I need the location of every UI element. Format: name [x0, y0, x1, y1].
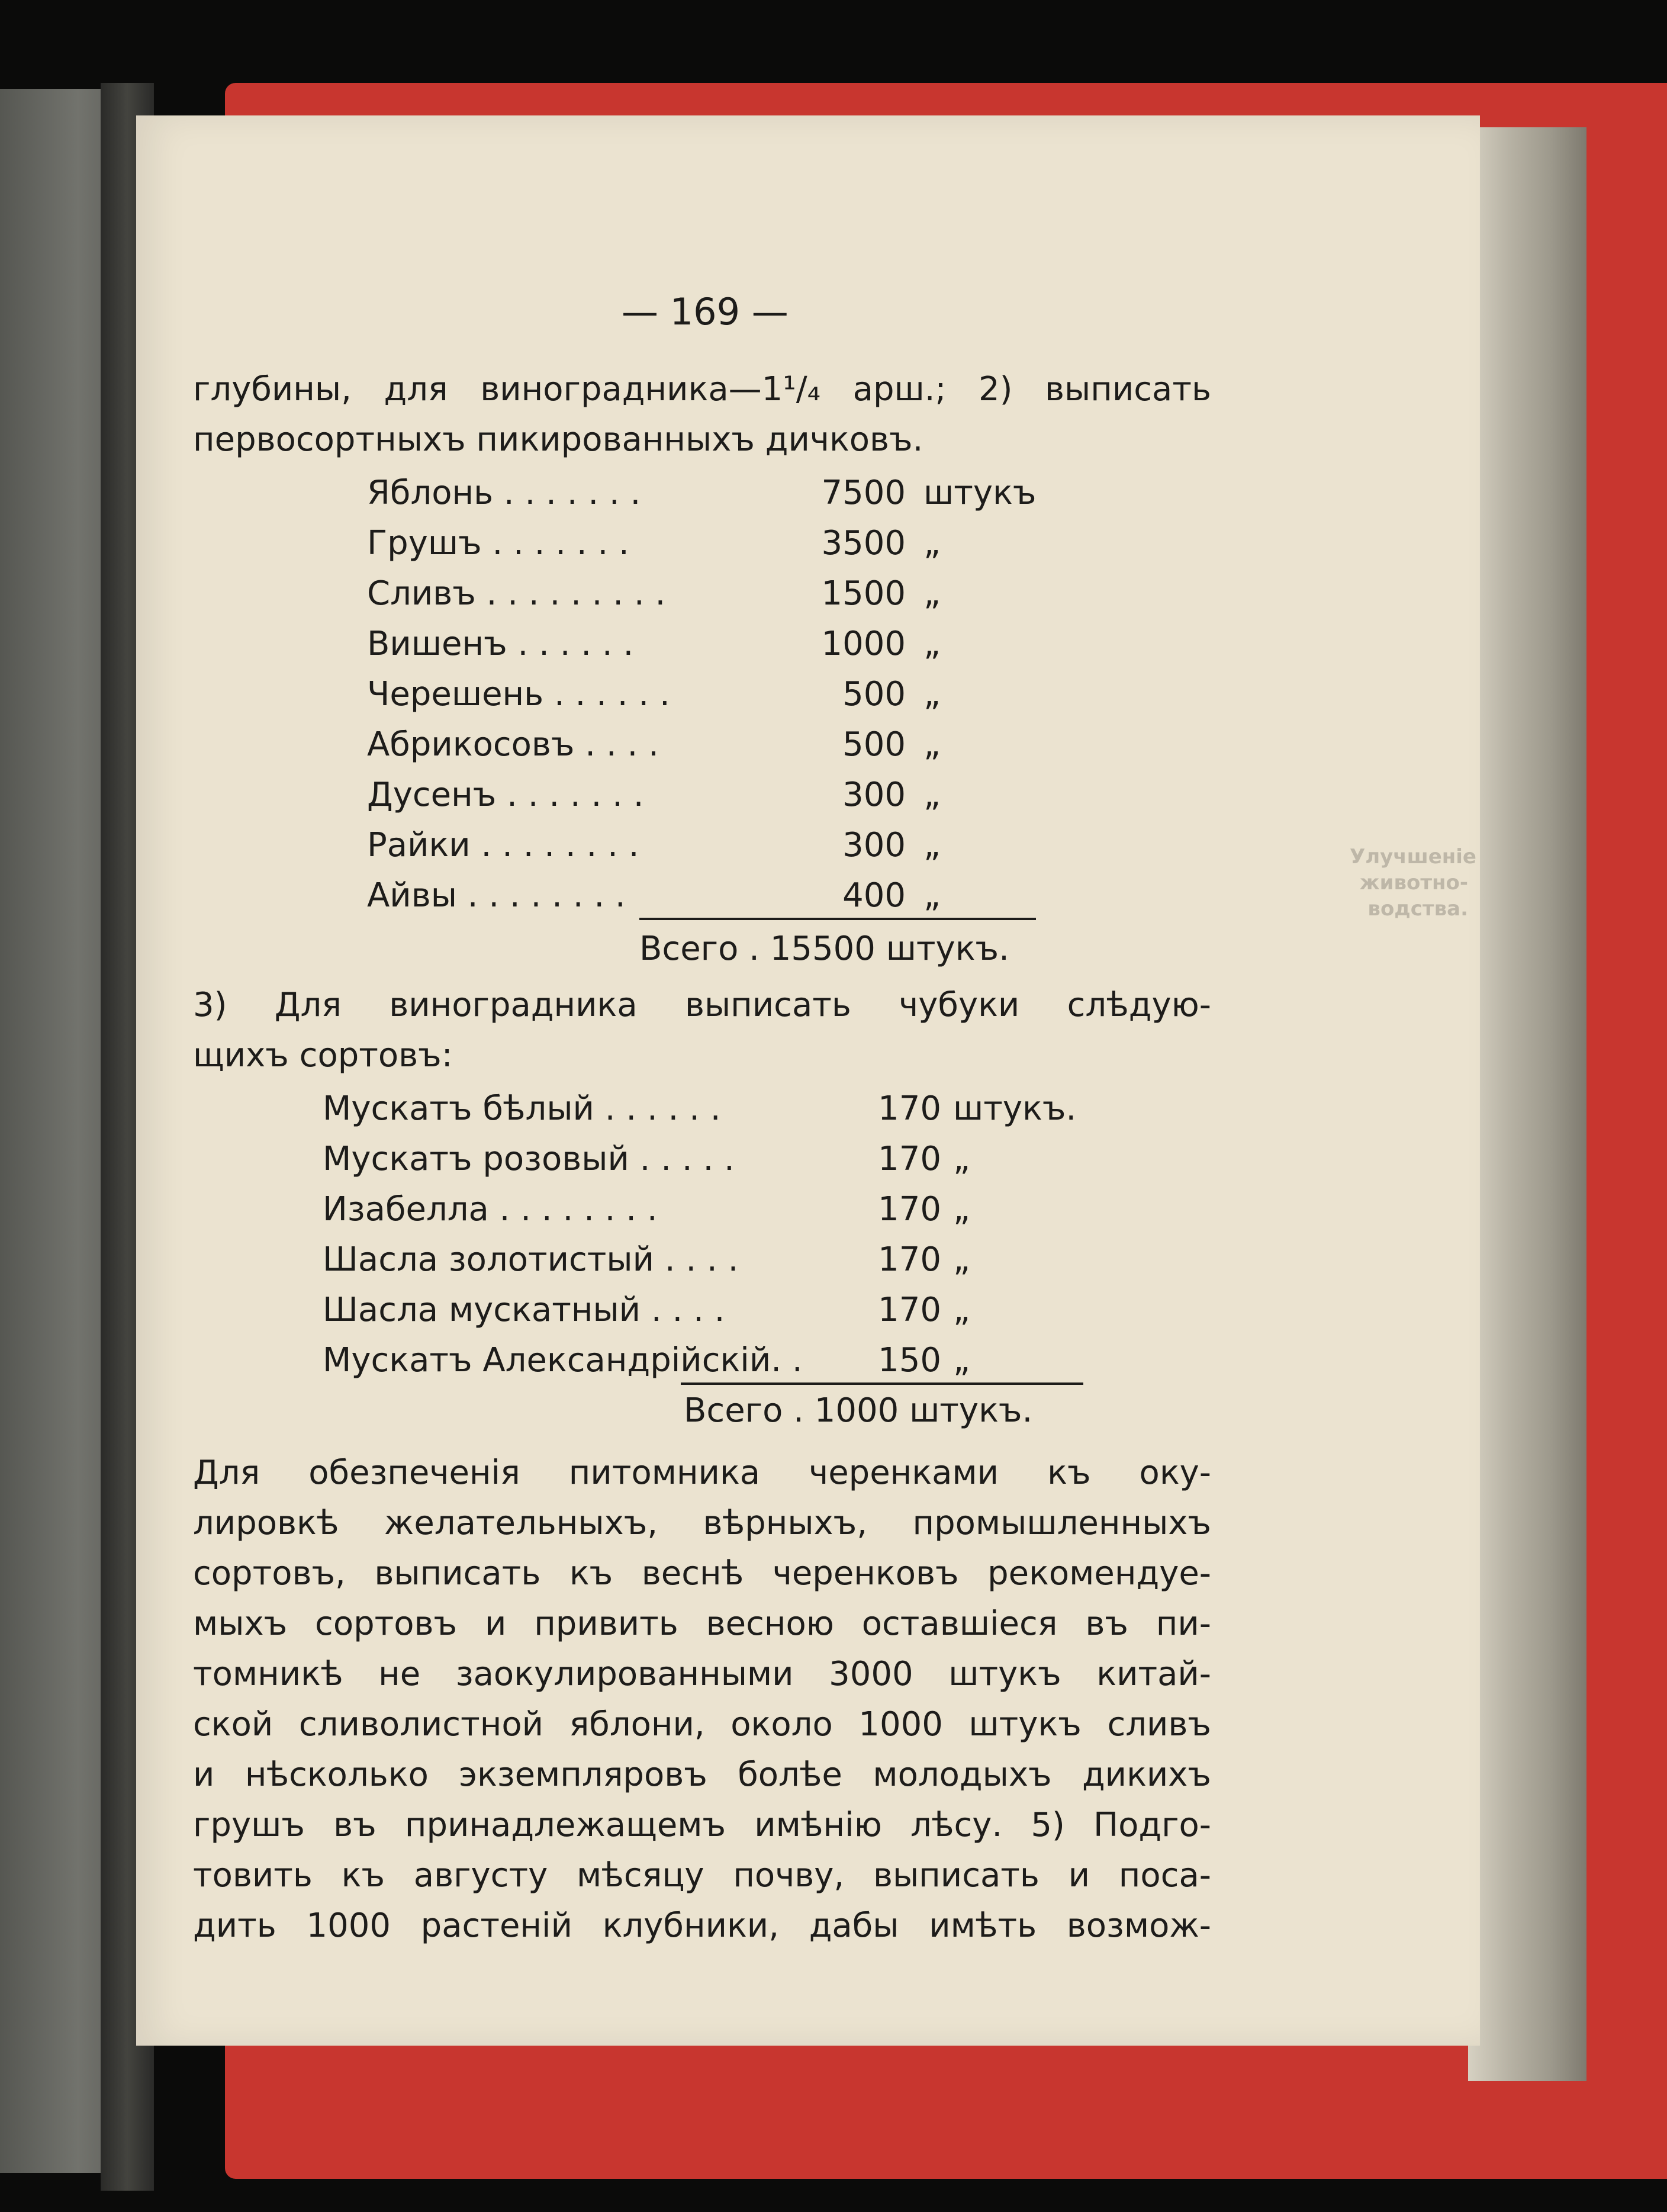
row-name: Сливъ . . . . . . . . . — [367, 574, 666, 613]
intro-line-1: глубины, для виноградника—1¹/₄ арш.; 2) выписать — [193, 370, 1211, 409]
row-count: 300 — [842, 776, 906, 814]
row-name: Райки . . . . . . . . — [367, 826, 639, 864]
row-name: Шасла золотистый . . . . — [323, 1240, 739, 1279]
row-unit: „ — [923, 826, 941, 864]
row-name: Дусенъ . . . . . . . — [367, 776, 644, 814]
row-name: Черешень . . . . . . — [367, 675, 670, 713]
row-unit: штукъ — [923, 474, 1037, 512]
row-name: Вишенъ . . . . . . — [367, 625, 634, 663]
row-count: 170 — [878, 1240, 941, 1279]
row-unit: „ — [923, 574, 941, 613]
row-name: Изабелла . . . . . . . . — [323, 1190, 658, 1229]
body-line: ской сливолистной яблони, около 1000 штукъ сливъ — [193, 1705, 1211, 1744]
row-count: 3500 — [821, 524, 906, 562]
row-name: Шасла мускатный . . . . — [323, 1291, 725, 1329]
row-unit: „ — [923, 876, 941, 915]
row-count: 400 — [842, 876, 906, 915]
row-count: 150 — [878, 1341, 941, 1380]
row-unit: „ — [953, 1291, 971, 1329]
row-count: 300 — [842, 826, 906, 864]
row-unit: „ — [923, 776, 941, 814]
row-name: Айвы . . . . . . . . — [367, 876, 626, 915]
row-name: Мускатъ Александрійскій. . — [323, 1341, 803, 1380]
row-name: Грушъ . . . . . . . — [367, 524, 629, 562]
body-line: дить 1000 растеній клубники, дабы имѣть возмож- — [193, 1906, 1211, 1945]
total-rule — [681, 1382, 1083, 1385]
row-name: Мускатъ бѣлый . . . . . . — [323, 1089, 721, 1128]
total-rule — [639, 918, 1036, 920]
row-count: 170 — [878, 1140, 941, 1178]
row-name: Абрикосовъ . . . . — [367, 725, 659, 764]
body-line: товить къ августу мѣсяцу почву, выписать и поса- — [193, 1856, 1211, 1895]
table-total: Всего . 1000 штукъ. — [684, 1391, 1033, 1430]
page-fore-edge — [1468, 127, 1586, 2081]
row-unit: „ — [923, 625, 941, 663]
row-unit: „ — [923, 675, 941, 713]
row-unit: „ — [953, 1190, 971, 1229]
page-number: — 169 — — [622, 290, 789, 333]
row-count: 500 — [842, 725, 906, 764]
section3-line-1: 3) Для виноградника выписать чубуки слѣдую- — [193, 986, 1211, 1024]
table-total: Всего . 15500 штукъ. — [639, 930, 1009, 968]
margin-note-bleedthrough: Улучшеніе животно- водства. — [1350, 845, 1476, 921]
section3-line-2: щихъ сортовъ: — [193, 1036, 453, 1075]
row-unit: штукъ. — [953, 1089, 1077, 1128]
body-line: грушъ въ принадлежащемъ имѣнію лѣсу. 5) Подго- — [193, 1806, 1211, 1844]
row-name: Мускатъ розовый . . . . . — [323, 1140, 735, 1178]
row-count: 170 — [878, 1190, 941, 1229]
body-line: лировкѣ желательныхъ, вѣрныхъ, промышленныхъ — [193, 1504, 1211, 1542]
body-line: и нѣсколько экземпляровъ болѣе молодыхъ дикихъ — [193, 1756, 1211, 1794]
body-line: сортовъ, выписать къ веснѣ черенковъ рекомендуе- — [193, 1554, 1211, 1593]
row-unit: „ — [923, 524, 941, 562]
body-line: мыхъ сортовъ и привить весною оставшіеся въ пи- — [193, 1605, 1211, 1643]
body-line: Для обезпеченія питомника черенками къ оку- — [193, 1454, 1211, 1492]
body-line: томникѣ не заокулированными 3000 штукъ китай- — [193, 1655, 1211, 1693]
row-unit: „ — [923, 725, 941, 764]
row-name: Яблонь . . . . . . . — [367, 474, 641, 512]
row-unit: „ — [953, 1341, 971, 1380]
row-count: 170 — [878, 1089, 941, 1128]
row-unit: „ — [953, 1240, 971, 1279]
intro-line-2: первосортныхъ пикированныхъ дичковъ. — [193, 420, 923, 459]
row-count: 1500 — [821, 574, 906, 613]
row-unit: „ — [953, 1140, 971, 1178]
row-count: 7500 — [821, 474, 906, 512]
row-count: 1000 — [821, 625, 906, 663]
row-count: 500 — [842, 675, 906, 713]
row-count: 170 — [878, 1291, 941, 1329]
